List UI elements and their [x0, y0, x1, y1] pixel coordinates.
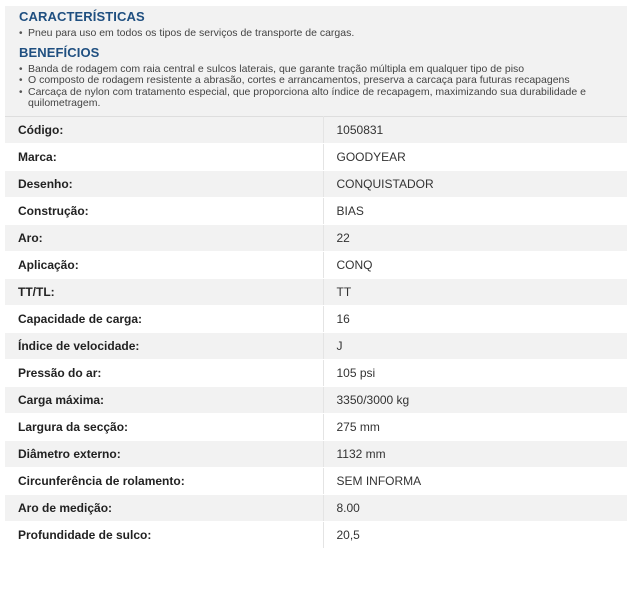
- spec-table: [5, 116, 627, 549]
- spec-value: 16: [323, 305, 627, 332]
- spec-value: 20,5: [323, 521, 627, 548]
- table-row: [5, 224, 627, 251]
- table-row: [5, 467, 627, 494]
- beneficios-title: BENEFÍCIOS: [19, 44, 100, 60]
- spec-label: Desenho:: [5, 170, 323, 197]
- spec-label: Construção:: [5, 197, 323, 224]
- caracteristicas-list: [19, 28, 615, 40]
- spec-label: Pressão do ar:: [5, 359, 323, 386]
- spec-value: 8.00: [323, 494, 627, 521]
- table-row: [5, 170, 627, 197]
- spec-label: Marca:: [5, 143, 323, 170]
- spec-value: SEM INFORMA: [323, 467, 627, 494]
- table-row: [5, 440, 627, 467]
- spec-value: J: [323, 332, 627, 359]
- spec-label: Aplicação:: [5, 251, 323, 278]
- caracteristicas-title: CARACTERÍSTICAS: [19, 9, 145, 24]
- spec-value: 1132 mm: [323, 440, 627, 467]
- spec-value: CONQUISTADOR: [323, 170, 627, 197]
- spec-label: Profundidade de sulco:: [5, 521, 323, 548]
- spec-label: Código:: [5, 116, 323, 143]
- spec-label: Carga máxima:: [5, 386, 323, 413]
- spec-value: 275 mm: [323, 413, 627, 440]
- spec-label: Índice de velocidade:: [5, 332, 323, 359]
- table-row: [5, 494, 627, 521]
- table-row: [5, 332, 627, 359]
- spec-value: 1050831: [323, 116, 627, 143]
- description-box: [5, 6, 627, 116]
- table-row: [5, 305, 627, 332]
- spec-label: Capacidade de carga:: [5, 305, 323, 332]
- spec-value: GOODYEAR: [323, 143, 627, 170]
- spec-label: TT/TL:: [5, 278, 323, 305]
- table-row: [5, 521, 627, 548]
- list-item: • O composto de rodagem resistente a abrasão, cortes e arrancamentos, preserva a carcaça para futuras recapagens: [19, 75, 615, 87]
- spec-value: BIAS: [323, 197, 627, 224]
- table-row: [5, 197, 627, 224]
- spec-label: Circunferência de rolamento:: [5, 467, 323, 494]
- spec-value: TT: [323, 278, 627, 305]
- list-item: • Pneu para uso em todos os tipos de serviços de transporte de cargas.: [19, 28, 615, 40]
- spec-label: Diâmetro externo:: [5, 440, 323, 467]
- list-item: • Carcaça de nylon com tratamento especial, que proporciona alto índice de recapagem, maximizando sua durabilidade e quilometragem.: [19, 87, 615, 110]
- table-row: [5, 251, 627, 278]
- spec-label: Aro:: [5, 224, 323, 251]
- spec-value: CONQ: [323, 251, 627, 278]
- table-row: [5, 143, 627, 170]
- spec-value: 22: [323, 224, 627, 251]
- table-row: [5, 386, 627, 413]
- spec-value: 3350/3000 kg: [323, 386, 627, 413]
- table-row: [5, 116, 627, 143]
- spec-label: Aro de medição:: [5, 494, 323, 521]
- table-row: [5, 278, 627, 305]
- beneficios-list: [19, 64, 615, 110]
- list-item: • Banda de rodagem com raia central e sulcos laterais, que garante tração múltipla em qualquer tipo de piso: [19, 64, 615, 76]
- table-row: [5, 359, 627, 386]
- table-row: [5, 413, 627, 440]
- spec-label: Largura da secção:: [5, 413, 323, 440]
- spec-value: 105 psi: [323, 359, 627, 386]
